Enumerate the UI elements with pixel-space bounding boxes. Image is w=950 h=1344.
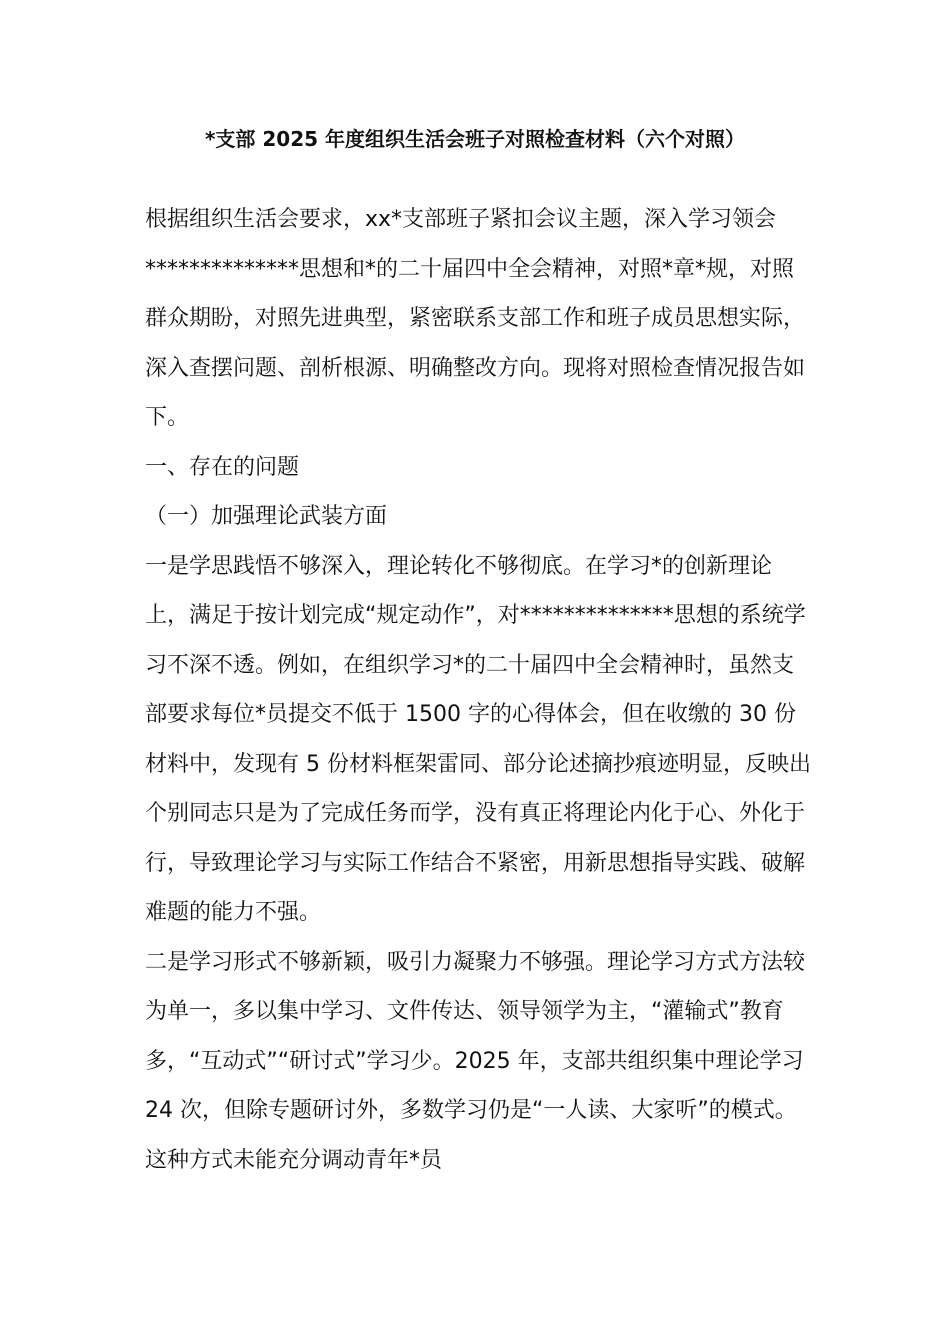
section-heading: 一、存在的问题 — [145, 454, 300, 480]
document-title: *支部 2025 年度组织生活会班子对照检查材料（六个对照） — [204, 127, 746, 151]
issue-paragraph-2: 二是学习形式不够新颖，吸引力凝聚力不够强。理论学习方式方法较为单一，多以集中学习、文件传达、领导领学为主，“灌输式”教育多，“互动式”“研讨式”学习少。2025 年，支部共组织集中理论学习 24 次，但除专题研讨外，多数学习仍是“一人读、大家听”的模式。这种方式未能充分调动青年*员 — [145, 949, 806, 1173]
issue-paragraph-1: 一是学思践悟不够深入，理论转化不够彻底。在学习*的创新理论上，满足于按计划完成“规定动作”，对**************思想的系统学习不深不透。例如，在组织学习*的二十届四中全会精神时，虽然支部要求每位*员提交不低于 1500 字的心得体会，但在收缴的 30 份材料中，发现有 5 份材料框架雷同、部分论述摘抄痕迹明显，反映出个别同志只是为了完成任务而学，没有真正将理论内化于心、外化于行，导致理论学习与实际工作结合不紧密，用新思想指导实践、破解难题的能力不强。 — [145, 553, 811, 925]
document-body — [145, 195, 815, 1185]
intro-paragraph: 根据组织生活会要求，xx*支部班子紧扣会议主题，深入学习领会**************思想和*的二十届四中全会精神，对照*章*规，对照群众期盼，对照先进典型，紧密联系支部工作和班子成员思想实际，深入查摆问题、剖析根源、明确整改方向。现将对照检查情况报告如下。 — [145, 207, 806, 430]
subsection-heading: （一）加强理论武装方面 — [145, 504, 388, 529]
